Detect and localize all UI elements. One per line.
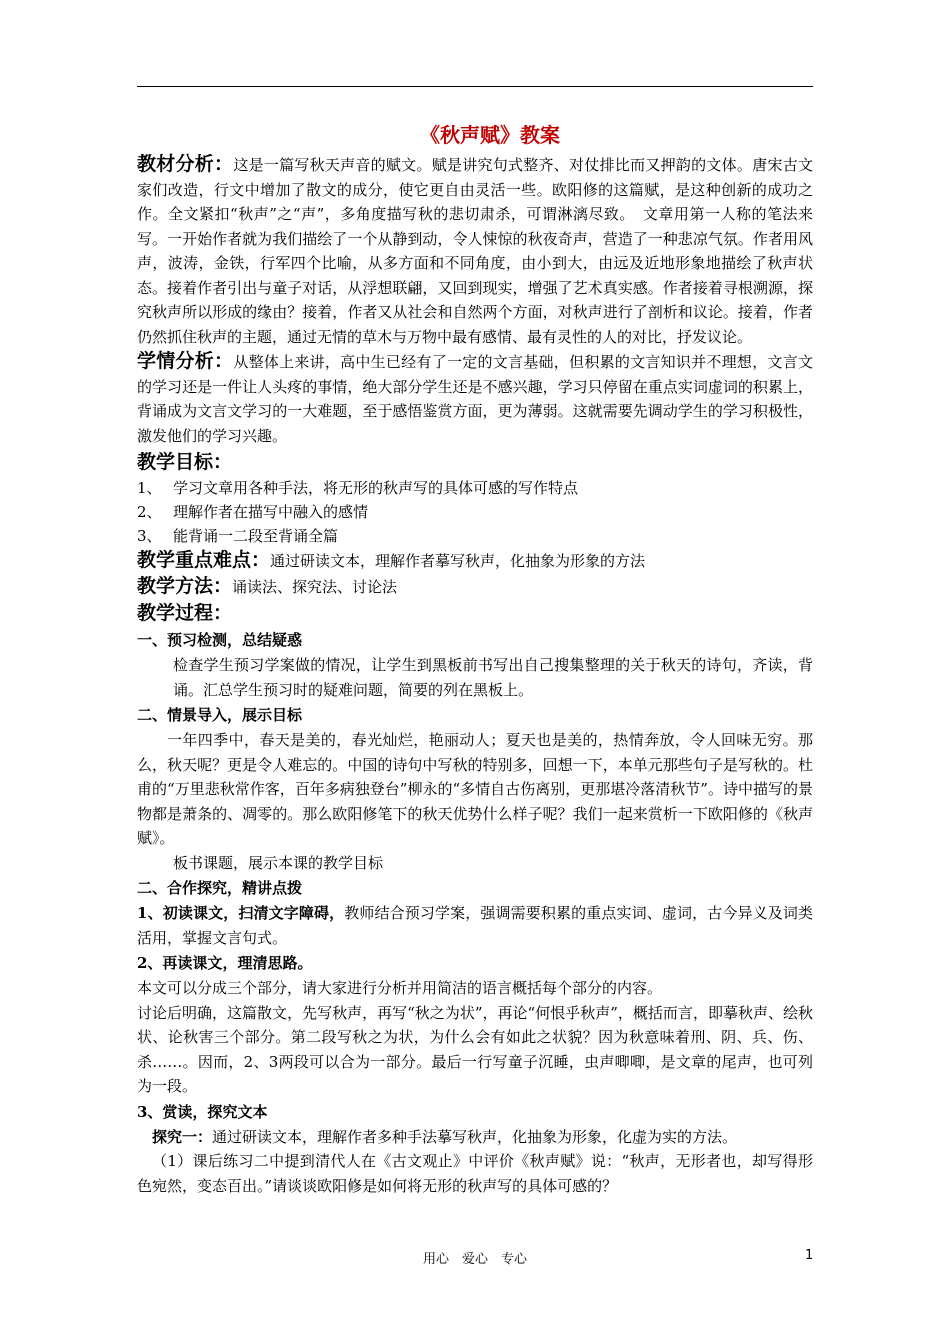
goal-text: 理解作者在描写中融入的感情: [173, 503, 369, 521]
goals-heading: 教学目标：: [137, 451, 233, 473]
question-1: （1）课后练习二中提到清代人在《古文观止》中评价《秋声赋》说：“秋声，无形者也，却写得形色宛然，变态百出。”请谈谈欧阳修是如何将无形的秋声写的具体可感的？: [137, 1152, 813, 1195]
goal-text: 能背诵一二段至背诵全篇: [173, 527, 339, 545]
key-points: [137, 548, 813, 574]
goal-number: 1、: [137, 479, 162, 497]
key-points-text: 通过研读文本，理解作者摹写秋声，化抽象为形象的方法: [270, 552, 646, 570]
intro-text-2: 板书课题，展示本课的教学目标: [173, 853, 384, 872]
page-number: 1: [805, 1248, 814, 1263]
footer-motto: 用心 爱心 专心: [422, 1252, 527, 1267]
textbook-analysis: [137, 152, 813, 349]
header-rule: [137, 86, 813, 87]
cooperation-heading: 二、合作探究，精讲点拨: [137, 879, 303, 897]
teaching-methods-text: 诵读法、探究法、讨论法: [232, 577, 398, 596]
explore-1-text: 通过研读文本，理解作者多种手法摹写秋声，化抽象为形象，化虚为实的方法。: [212, 1127, 738, 1146]
explore-1: [137, 1125, 813, 1150]
goal-item-1: [137, 476, 813, 500]
step-2-text-2: 讨论后明确，这篇散文，先写秋声，再写“秋之为状”，再论“何恨乎秋声”，概括而言，即摹秋声、绘秋状、论秋害三个部分。第二段写秋之为状，为什么会有如此之状貌？因为秋意味着刑、阴、兵、伤、杀……。因而，2、3两段可以合为一部分。最后一行写童子沉睡，虫声唧唧，是文章的尾声，也可列为一段。: [137, 1003, 813, 1095]
student-analysis: [137, 349, 813, 448]
intro-heading: 二、情景导入，展示目标: [137, 706, 303, 724]
teaching-methods: [137, 574, 813, 600]
preview-heading: 一、预习检测，总结疑惑: [137, 631, 303, 649]
explore-1-heading: 探究一：: [152, 1127, 213, 1146]
goal-number: 2、: [137, 503, 162, 521]
preview-text: 检查学生预习学案做的情况，让学生到黑板前书写出自己搜集整理的关于秋天的诗句，齐读，背诵。汇总学生预习时的疑难问题，简要的列在黑板上。: [173, 656, 813, 699]
document-title: 《秋声赋》教案: [420, 123, 560, 147]
student-analysis-heading: 学情分析：: [137, 350, 234, 372]
step-2-heading: 2、再读课文，理清思路。: [137, 954, 313, 972]
intro-text: 一年四季中，春天是美的，春光灿烂，艳丽动人；夏天也是美的，热情奔放，令人回味无穷。那么，秋天呢？更是令人难忘的。中国的诗句中写秋的特别多，回想一下，本单元那些句子是写秋的。杜甫的“万里悲秋常作客，百年多病独登台”柳永的“多情自古伤离别，更那堪冷落清秋节”。诗中描写的景物都是萧条的、凋零的。那么欧阳修笔下的秋天优势什么样子呢？我们一起来赏析一下欧阳修的《秋声赋》。: [137, 731, 813, 847]
teaching-methods-heading: 教学方法：: [137, 574, 233, 597]
goal-number: 3、: [137, 527, 162, 545]
step-1-heading: 1、初读课文，扫清文字障碍，: [137, 904, 345, 922]
document-body: [137, 118, 813, 1198]
goal-text: 学习文章用各种手法，将无形的秋声写的具体可感的写作特点: [173, 479, 579, 497]
step-1: [137, 901, 813, 950]
textbook-analysis-heading: 教材分析：: [137, 153, 234, 175]
goal-item-3: [137, 524, 813, 548]
step-3-heading: 3、赏读，探究文本: [137, 1102, 268, 1121]
student-analysis-text: 从整体上来讲，高中生已经有了一定的文言基础，但积累的文言知识并不理想，文言文的学习还是一件让人头疼的事情，绝大部分学生还是不感兴趣，学习只停留在重点实词虚词的积累上，背诵成为文言文学习的一大难题，至于感悟鉴赏方面，更为薄弱。这就需要先调动学生的学习积极性，激发他们的学习兴趣。: [137, 353, 813, 445]
goal-item-2: [137, 500, 813, 524]
textbook-analysis-text: 这是一篇写秋天声音的赋文。赋是讲究句式整齐、对仗排比而又押韵的文体。唐宋古文家们改造，行文中增加了散文的成分，使它更自由灵活一些。欧阳修的这篇赋，是这种创新的成功之作。全文紧扣“秋声”之“声”，多角度描写秋的悲切肃杀，可谓淋漓尽致。 文章用第一人称的笔法来写。一开始作者就为我们描绘了一个从静到动，令人悚惊的秋夜奇声，营造了一种悲凉气氛。作者用风声，波涛，金铁，行军四个比喻，从多方面和不同角度，由小到大，由远及近地形象地描绘了秋声状态。接着作者引出与童子对话，从浮想联翩，又回到现实，增强了艺术真实感。作者接着寻根溯源，探究秋声所以形成的缘由？接着，作者又从社会和自然两个方面，对秋声进行了剖析和议论。接着，作者仍然抓住秋声的主题，通过无情的草木与万物中最有感情、最有灵性的人的对比，抒发议论。: [137, 156, 813, 346]
process-heading: 教学过程：: [137, 602, 233, 624]
step-2-text-1: 本文可以分成三个部分，请大家进行分析并用简洁的语言概括每个部分的内容。: [137, 979, 663, 997]
step-1-text: 教师结合预习学案，强调需要积累的重点实词、虚词，古今异义及词类活用，掌握文言句式。: [137, 904, 813, 947]
key-points-heading: 教学重点难点：: [137, 549, 271, 571]
